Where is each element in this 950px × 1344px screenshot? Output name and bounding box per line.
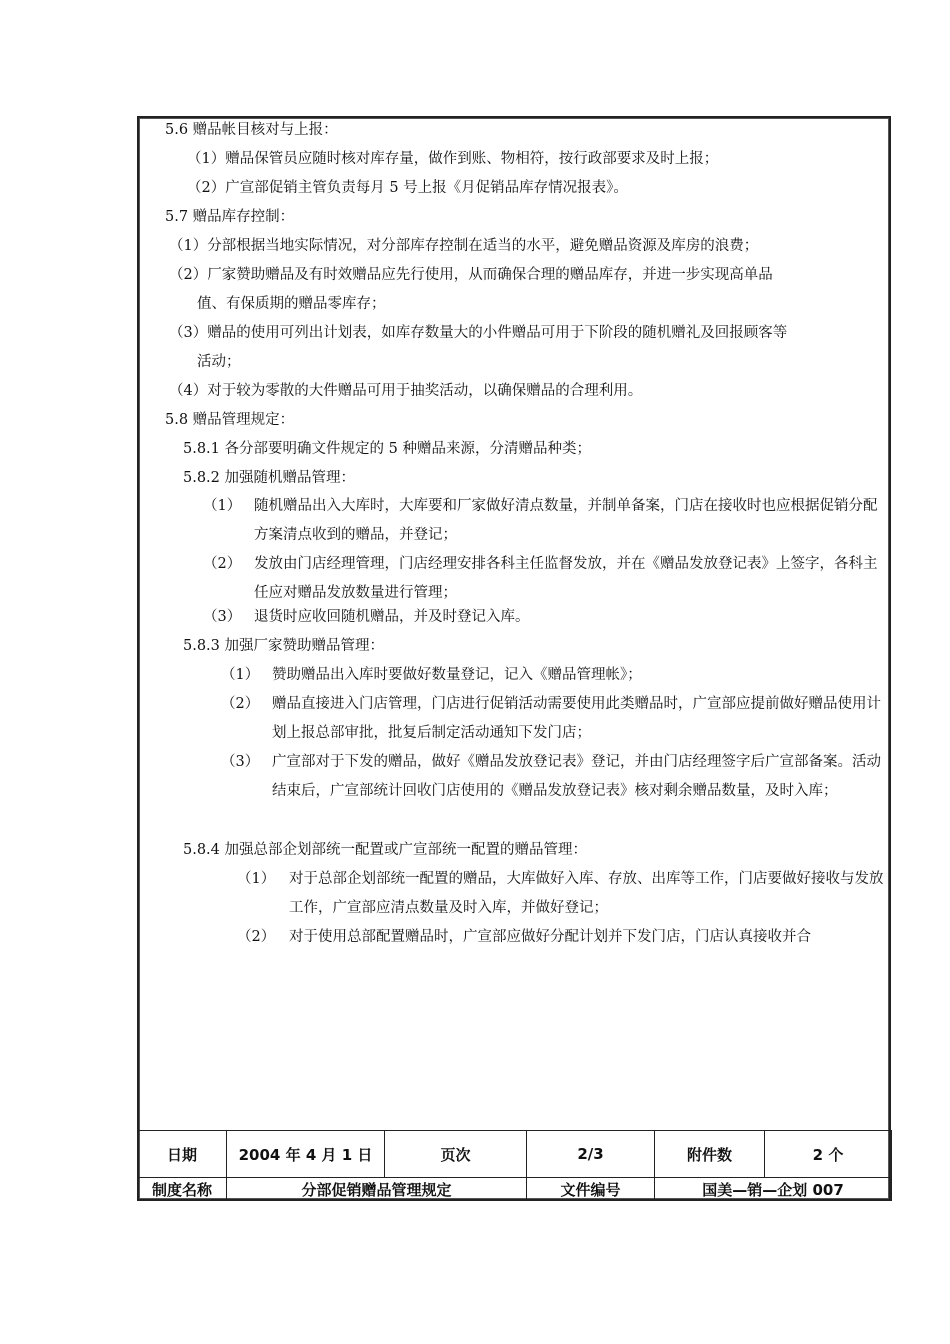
section-5-6-item-2: （2）广宣部促销主管负责每月 5 号上报《月促销品库存情况报表》。: [187, 180, 628, 196]
section-5-8-3-item-3-num: （3）: [221, 754, 260, 770]
document-number-value: 国美—销—企划 007: [655, 1178, 892, 1201]
section-5-8-2-item-2-text: 发放由门店经理管理，门店经理安排各科主任监督发放，并在《赠品发放登记表》上签字，各科主任应对赠品发放数量进行管理；: [254, 556, 878, 601]
page-value: 2/3: [527, 1131, 655, 1178]
document-number-label: 文件编号: [527, 1178, 655, 1201]
date-value: 2004 年 4 月 1 日: [227, 1131, 385, 1178]
section-5-8-4-heading: 5.8.4 加强总部企划部统一配置或广宣部统一配置的赠品管理：: [183, 842, 588, 858]
section-5-8-heading: 5.8 赠品管理规定：: [165, 412, 295, 428]
section-5-8-4-item-1-num: （1）: [237, 871, 276, 887]
section-5-8-3-item-1-text: 赞助赠品出入库时要做好数量登记，记入《赠品管理帐》；: [272, 667, 642, 683]
section-5-8-3-item-2-num: （2）: [221, 696, 260, 712]
section-5-8-1: 5.8.1 各分部要明确文件规定的 5 种赠品来源，分清赠品种类；: [183, 441, 591, 457]
section-5-7-item-4: （4）对于较为零散的大件赠品可用于抽奖活动，以确保赠品的合理利用。: [169, 383, 643, 399]
section-5-7-item-3-line-2: 活动；: [197, 354, 241, 370]
regulation-name-value: 分部促销赠品管理规定: [227, 1178, 527, 1201]
section-5-7-item-3-line-1: （3）赠品的使用可列出计划表，如库存数量大的小件赠品可用于下阶段的随机赠礼及回报顾客等: [169, 325, 788, 341]
attachment-label: 附件数: [655, 1131, 765, 1178]
section-5-8-4-item-2-text: 对于使用总部配置赠品时，广宣部应做好分配计划并下发门店，门店认真接收并合: [289, 929, 811, 945]
regulation-name-label: 制度名称: [138, 1178, 227, 1201]
section-5-6-item-1: （1）赠品保管员应随时核对库存量，做作到账、物相符，按行政部要求及时上报；: [187, 151, 719, 167]
section-5-8-2-item-3-num: （3）: [203, 609, 242, 625]
section-5-8-3-item-3-text: 广宣部对于下发的赠品，做好《赠品发放登记表》登记，并由门店经理签字后广宣部备案。活动结束后，广宣部统计回收门店使用的《赠品发放登记表》核对剩余赠品数量，及时入库；: [272, 754, 881, 799]
attachment-value: 2 个: [765, 1131, 892, 1178]
section-5-8-2-heading: 5.8.2 加强随机赠品管理：: [183, 470, 356, 486]
section-5-8-4-item-1-text: 对于总部企划部统一配置的赠品，大库做好入库、存放、出库等工作，门店要做好接收与发放工作，广宣部应清点数量及时入库，并做好登记；: [289, 871, 884, 916]
section-5-8-2-item-1-num: （1）: [203, 498, 242, 514]
date-label: 日期: [138, 1131, 227, 1178]
section-5-8-3-item-1-num: （1）: [221, 667, 260, 683]
section-5-7-item-2-line-2: 值、有保质期的赠品零库存；: [197, 296, 386, 312]
page-label: 页次: [385, 1131, 527, 1178]
document-body: [139, 118, 889, 1128]
section-5-6-heading: 5.6 赠品帐目核对与上报：: [165, 122, 338, 138]
section-5-8-3-heading: 5.8.3 加强厂家赞助赠品管理：: [183, 638, 385, 654]
section-5-7-item-2-line-1: （2）厂家赞助赠品及有时效赠品应先行使用，从而确保合理的赠品库存，并进一步实现高单品: [169, 267, 773, 283]
section-5-8-2-item-3-text: 退货时应收回随机赠品，并及时登记入库。: [254, 609, 530, 625]
section-5-8-2-item-2-num: （2）: [203, 556, 242, 572]
document-footer-table: [137, 1130, 891, 1201]
section-5-8-4-item-2-num: （2）: [237, 929, 276, 945]
section-5-8-3-item-2-text: 赠品直接进入门店管理，门店进行促销活动需要使用此类赠品时，广宣部应提前做好赠品使用计划上报总部审批，批复后制定活动通知下发门店；: [272, 696, 881, 741]
section-5-7-item-1: （1）分部根据当地实际情况，对分部库存控制在适当的水平，避免赠品资源及库房的浪费；: [169, 238, 759, 254]
section-5-7-heading: 5.7 赠品库存控制：: [165, 209, 295, 225]
section-5-8-2-item-1-text: 随机赠品出入大库时，大库要和厂家做好清点数量，并制单备案，门店在接收时也应根据促销分配方案清点收到的赠品，并登记；: [254, 498, 878, 543]
